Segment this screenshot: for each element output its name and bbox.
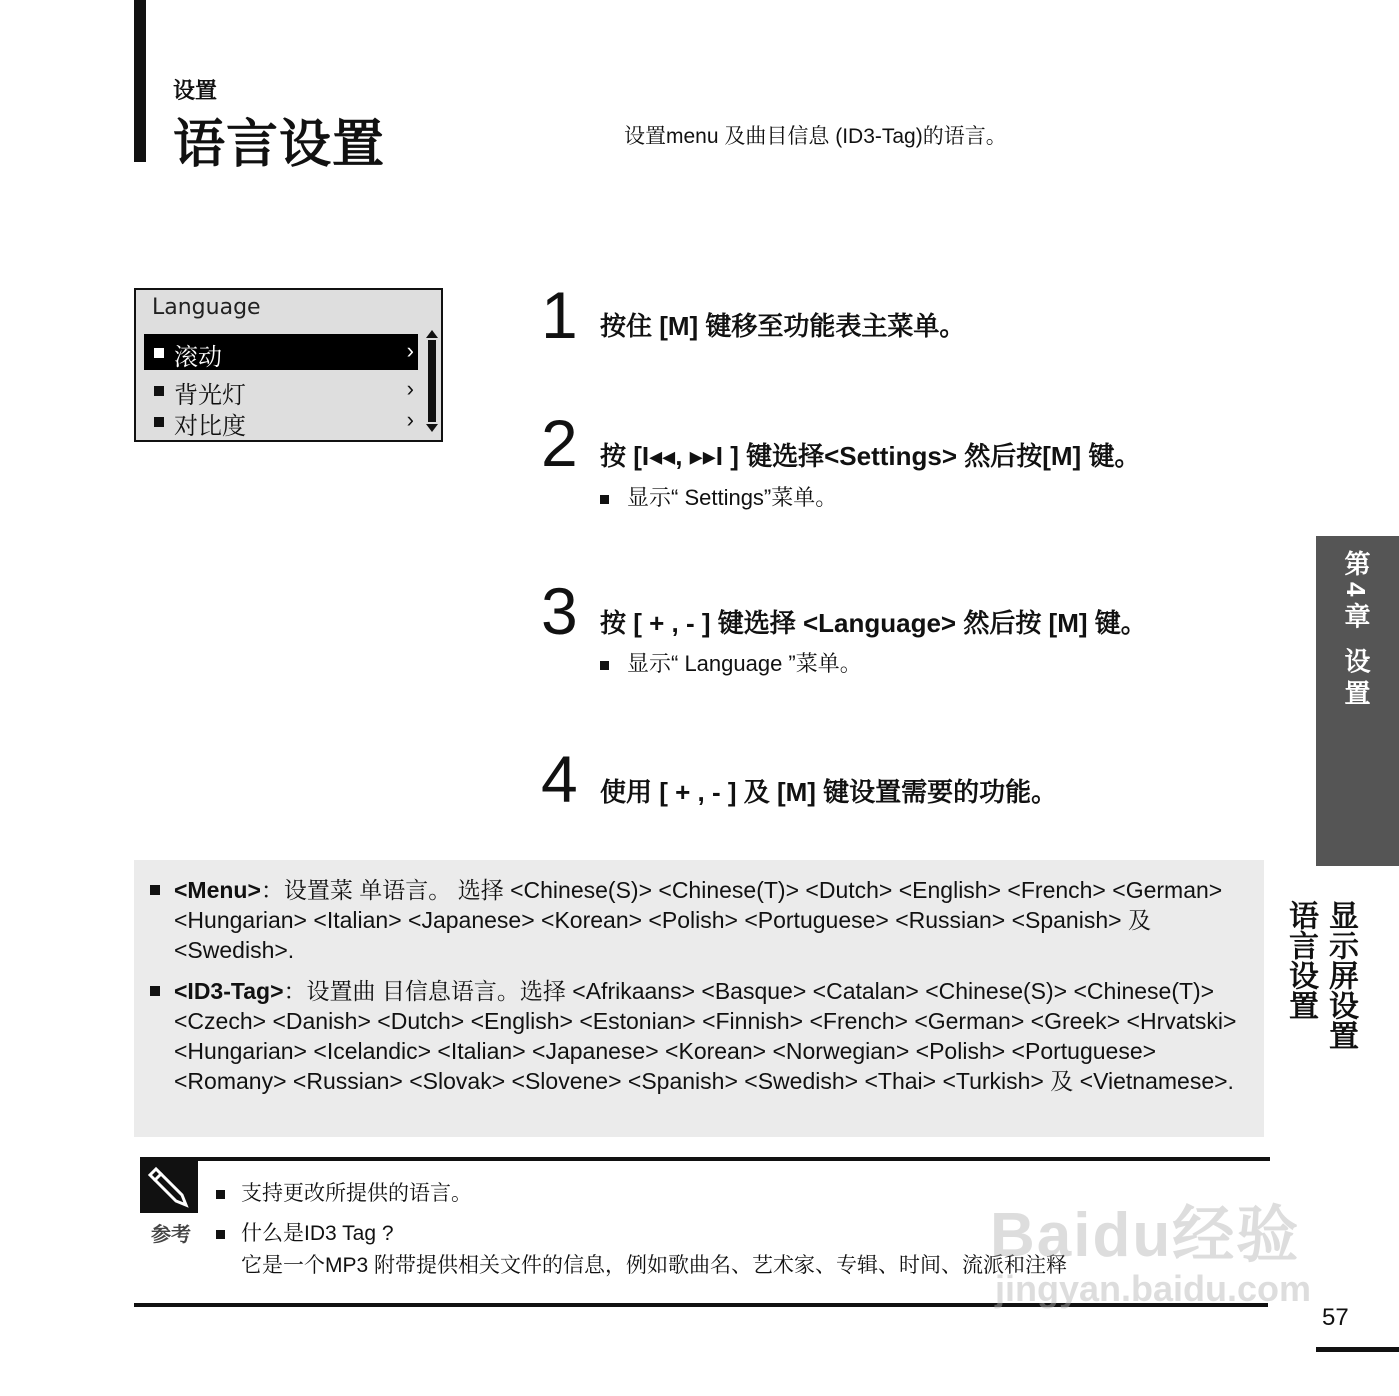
- side-subtitle-1: 显示屏设置: [1324, 900, 1357, 1050]
- scroll-down-icon: [426, 424, 438, 432]
- scroll-up-icon: [426, 330, 438, 338]
- step-2-sub-text: 显示“ Settings”菜单。: [627, 485, 838, 510]
- page-number-underline: [1316, 1347, 1399, 1352]
- note-detail: 它是一个MP3 附带提供相关文件的信息，例如歌曲名、艺术家、专辑、时间、流派和注释: [241, 1254, 1068, 1277]
- pencil-icon: [140, 1161, 198, 1213]
- section-label: 设置: [173, 78, 218, 103]
- side-subtitle: [1280, 900, 1360, 1050]
- chapter-side-tab: [1316, 536, 1399, 866]
- chevron-right-icon: ›: [406, 407, 414, 432]
- chevron-right-icon: ›: [406, 338, 414, 363]
- note-item-2-text: 什么是ID3 Tag ?: [241, 1222, 394, 1245]
- bullet-icon: [600, 661, 609, 670]
- scrollbar: [428, 340, 436, 422]
- step-1-number: 1: [541, 278, 578, 352]
- note-item-1: [216, 1177, 472, 1207]
- step-1-text: 按住 [M] 键移至功能表主菜单。: [600, 311, 966, 341]
- chevron-right-icon: ›: [406, 376, 414, 401]
- option-id3-text: ：设置曲 目信息语言。选择 <Afrikaans> <Basque> <Catalan> <Chinese(S)> <Chinese(T)> <Czech> <Danish> <Dutch> <English> <Estonian> <Finnish> <French> <German> <Greek> <Hrvatski> <Hungarian> <Icelandic> <Italian> <Japanese> <Korean> <Norwegian> <Polish> <Portuguese> <Romany> <Russian> <Slovak> <Slovene> <Spanish> <Swedish> <Thai> <Turkish> 及 <Vietnamese>.: [174, 978, 1237, 1094]
- device-menu-item-label: 背光灯: [174, 382, 246, 409]
- side-subtitle-2: 语言设置: [1284, 900, 1317, 1020]
- watermark-url: jingyan.baidu.com: [995, 1268, 1312, 1309]
- note-divider: [140, 1157, 1270, 1161]
- step-2-text: 按 [I◂◂, ▸▸I ] 键选择<Settings> 然后按[M] 键。: [600, 441, 1141, 471]
- option-id3: [174, 976, 1254, 1096]
- note-item-2: [216, 1217, 394, 1247]
- device-menu-item-label: 对比度: [174, 413, 246, 440]
- bullet-icon: [216, 1190, 225, 1199]
- device-screen: [134, 288, 443, 442]
- device-menu-item-label: 滚动: [174, 344, 222, 371]
- intro-text: 设置menu 及曲目信息 (ID3-Tag)的语言。: [624, 125, 1007, 148]
- options-box: [134, 860, 1264, 1137]
- bullet-icon: [150, 885, 160, 895]
- page-title: 语言设置: [173, 116, 386, 174]
- watermark-logo: Baidu经验: [990, 1201, 1301, 1270]
- bullet-icon: [154, 386, 164, 396]
- bullet-icon: [154, 417, 164, 427]
- chapter-label: 第4章 设置: [1341, 550, 1371, 712]
- step-3-sub-text: 显示“ Language ”菜单。: [627, 651, 862, 676]
- step-3-text: 按 [ + , - ] 键选择 <Language> 然后按 [M] 键。: [600, 608, 1147, 638]
- device-menu-item-scroll: [144, 334, 418, 370]
- device-menu-item-contrast: [144, 403, 418, 439]
- step-3-sub: [600, 647, 862, 678]
- step-3-number: 3: [541, 574, 578, 648]
- bullet-icon: [150, 986, 160, 996]
- option-menu: [174, 875, 1254, 965]
- step-4-text: 使用 [ + , - ] 及 [M] 键设置需要的功能。: [600, 777, 1058, 807]
- device-screen-title: Language: [152, 295, 261, 320]
- step-2-number: 2: [541, 406, 578, 480]
- note-label: 参考: [151, 1224, 191, 1246]
- bullet-icon: [600, 495, 609, 504]
- bullet-icon: [154, 348, 164, 358]
- page-number: 57: [1322, 1304, 1349, 1331]
- option-menu-key: <Menu>: [174, 877, 261, 903]
- step-2-sub: [600, 481, 837, 512]
- step-4-number: 4: [541, 742, 578, 816]
- option-menu-text: ：设置菜 单语言。 选择 <Chinese(S)> <Chinese(T)> <Dutch> <English> <French> <German> <Hungarian> <Italian> <Japanese> <Korean> <Polish> <Portuguese> <Russian> <Spanish> 及 <Swedish>.: [174, 877, 1223, 963]
- header-bar: [134, 0, 146, 162]
- bullet-icon: [216, 1230, 225, 1239]
- note-item-1-text: 支持更改所提供的语言。: [241, 1182, 472, 1205]
- option-id3-key: <ID3-Tag>: [174, 978, 284, 1004]
